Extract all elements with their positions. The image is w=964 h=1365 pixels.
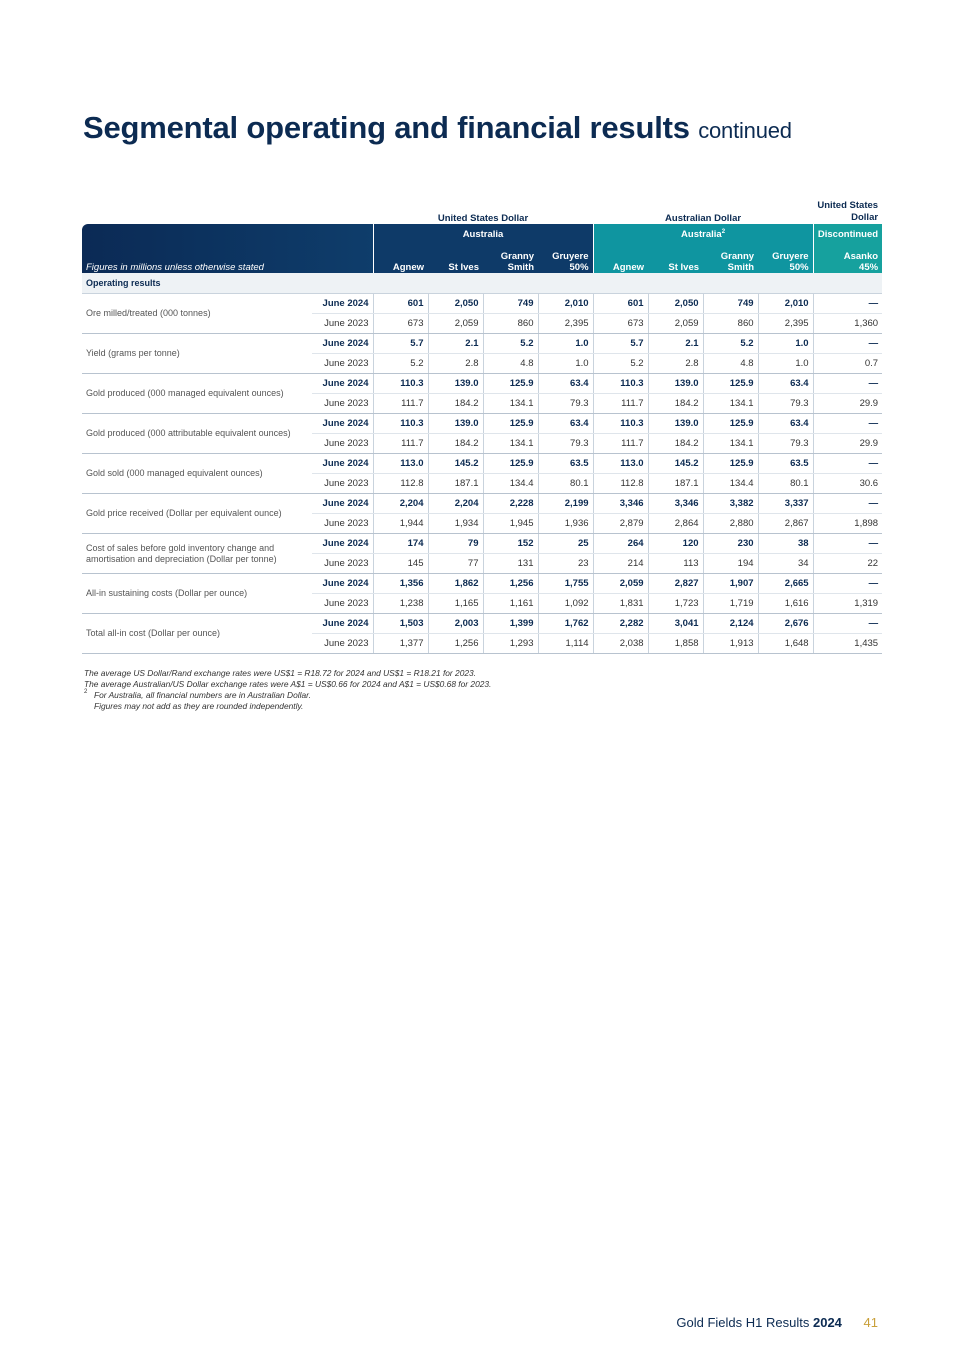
table-cell: 79.3 (538, 434, 593, 454)
table-cell: 194 (703, 554, 758, 574)
table-cell: 5.2 (483, 334, 538, 354)
table-cell: 601 (373, 294, 428, 314)
table-cell: 601 (593, 294, 648, 314)
table-cell: 2.1 (428, 334, 483, 354)
table-cell: 2,059 (648, 314, 703, 334)
table-cell: 0.7 (813, 354, 882, 374)
page-footer (676, 1315, 878, 1330)
table-cell: 1,858 (648, 634, 703, 654)
table-cell: 29.9 (813, 394, 882, 414)
table-cell: 110.3 (593, 374, 648, 394)
table-cell: 110.3 (373, 374, 428, 394)
table-row (82, 374, 882, 394)
period-label: June 2023 (312, 314, 373, 334)
table-cell: 2,879 (593, 514, 648, 534)
table-cell: — (813, 574, 882, 594)
table-cell: 2,038 (593, 634, 648, 654)
table-cell: 63.4 (758, 374, 813, 394)
table-cell: 2,059 (428, 314, 483, 334)
table-row (82, 534, 882, 554)
table-row (82, 414, 882, 434)
table-cell: 1.0 (758, 354, 813, 374)
table-cell: 5.2 (373, 354, 428, 374)
table-cell: 1,356 (373, 574, 428, 594)
period-label: June 2023 (312, 354, 373, 374)
table-cell: 120 (648, 534, 703, 554)
table-cell: 30.6 (813, 474, 882, 494)
table-cell: 1,165 (428, 594, 483, 614)
table-cell: 2,864 (648, 514, 703, 534)
table-cell: 2,010 (538, 294, 593, 314)
table-cell: 184.2 (648, 394, 703, 414)
table-cell: 5.7 (373, 334, 428, 354)
table-cell: 3,346 (593, 494, 648, 514)
table-row (82, 334, 882, 354)
table-cell: 174 (373, 534, 428, 554)
table-cell: 139.0 (648, 414, 703, 434)
table-cell: 2,003 (428, 614, 483, 634)
table-cell: 79.3 (758, 434, 813, 454)
row-label: All-in sustaining costs (Dollar per ounce) (82, 574, 312, 614)
footnotes (84, 668, 784, 712)
col-header: Gruyere 50% (538, 245, 593, 273)
table-cell: 79.3 (538, 394, 593, 414)
table-cell: 111.7 (373, 394, 428, 414)
period-label: June 2023 (312, 474, 373, 494)
table-cell: 2,867 (758, 514, 813, 534)
table-cell: — (813, 494, 882, 514)
table-cell: 1,831 (593, 594, 648, 614)
column-header-row (82, 245, 882, 273)
table-cell: 125.9 (483, 414, 538, 434)
table-cell: 2,010 (758, 294, 813, 314)
table-cell: 860 (703, 314, 758, 334)
page-title-text: Segmental operating and financial results (83, 110, 690, 145)
table-cell: 1,360 (813, 314, 882, 334)
table-cell: 1,114 (538, 634, 593, 654)
footnote-line: 2 For Australia, all financial numbers are in Australian Dollar. (84, 689, 311, 700)
table-cell: 110.3 (593, 414, 648, 434)
period-label: June 2023 (312, 514, 373, 534)
table-cell: 3,337 (758, 494, 813, 514)
results-table (82, 198, 882, 654)
period-label: June 2024 (312, 294, 373, 314)
table-cell: 2.8 (648, 354, 703, 374)
table-cell: 673 (373, 314, 428, 334)
table-cell: 111.7 (373, 434, 428, 454)
table-cell: 1,293 (483, 634, 538, 654)
row-label: Gold produced (000 managed equivalent ounces) (82, 374, 312, 414)
section-label: Operating results (82, 273, 882, 294)
row-label: Gold produced (000 attributable equivalent ounces) (82, 414, 312, 454)
table-cell: 1,161 (483, 594, 538, 614)
section-row (82, 273, 882, 294)
table-cell: 184.2 (648, 434, 703, 454)
table-cell: 77 (428, 554, 483, 574)
period-label: June 2024 (312, 494, 373, 514)
table-cell: 63.5 (758, 454, 813, 474)
table-cell: 2,282 (593, 614, 648, 634)
page-title (83, 110, 792, 146)
table-cell: 80.1 (538, 474, 593, 494)
footer-year: 2024 (812, 1315, 842, 1330)
table-cell: 125.9 (703, 374, 758, 394)
period-label: June 2024 (312, 454, 373, 474)
table-cell: — (813, 294, 882, 314)
table-cell: 112.8 (373, 474, 428, 494)
table-cell: 2,204 (428, 494, 483, 514)
table-cell: 3,382 (703, 494, 758, 514)
table-cell: 38 (758, 534, 813, 554)
table-cell: 2,199 (538, 494, 593, 514)
footer-brand: Gold Fields H1 Results (676, 1315, 810, 1330)
table-cell: — (813, 414, 882, 434)
table-row (82, 294, 882, 314)
page-number: 41 (863, 1315, 878, 1330)
table-cell: 139.0 (428, 374, 483, 394)
row-label: Cost of sales before gold inventory change and amortisation and depreciation (Dollar per tonne) (82, 534, 312, 574)
table-cell: 139.0 (648, 374, 703, 394)
table-cell: 1,762 (538, 614, 593, 634)
table-cell: 2,676 (758, 614, 813, 634)
table-cell: 34 (758, 554, 813, 574)
table-cell: 1,092 (538, 594, 593, 614)
table-cell: 2,059 (593, 574, 648, 594)
table-cell: 1,862 (428, 574, 483, 594)
table-cell: — (813, 454, 882, 474)
table-cell: — (813, 374, 882, 394)
group-australia: Australia (373, 224, 593, 245)
table-cell: 1,616 (758, 594, 813, 614)
table-cell: 134.1 (703, 434, 758, 454)
table-row (82, 574, 882, 594)
period-label: June 2024 (312, 334, 373, 354)
table-row (82, 454, 882, 474)
row-label: Gold price received (Dollar per equivalent ounce) (82, 494, 312, 534)
table-cell: 125.9 (703, 414, 758, 434)
table-cell: 1,945 (483, 514, 538, 534)
table-cell: 63.4 (538, 374, 593, 394)
table-cell: 184.2 (428, 434, 483, 454)
table-cell: 152 (483, 534, 538, 554)
table-cell: 1,648 (758, 634, 813, 654)
table-cell: 860 (483, 314, 538, 334)
col-header: St Ives (428, 245, 483, 273)
footnote-line: Figures may not add as they are rounded independently. (94, 701, 304, 711)
table-cell: 1,723 (648, 594, 703, 614)
table-cell: 145.2 (428, 454, 483, 474)
table-cell: 139.0 (428, 414, 483, 434)
table-cell: 25 (538, 534, 593, 554)
period-label: June 2024 (312, 374, 373, 394)
table-cell: 187.1 (428, 474, 483, 494)
figures-note: Figures in millions unless otherwise stated (82, 245, 373, 273)
table-cell: — (813, 534, 882, 554)
table-cell: 2,050 (648, 294, 703, 314)
table-cell: 1,503 (373, 614, 428, 634)
col-header: Agnew (593, 245, 648, 273)
period-label: June 2023 (312, 394, 373, 414)
page-title-suffix: continued (698, 118, 792, 143)
table-cell: 134.1 (483, 434, 538, 454)
table-cell: 2,827 (648, 574, 703, 594)
table-cell: 1.0 (758, 334, 813, 354)
table-cell: 2.8 (428, 354, 483, 374)
table-cell: 145.2 (648, 454, 703, 474)
row-label: Total all-in cost (Dollar per ounce) (82, 614, 312, 654)
table-cell: 2.1 (648, 334, 703, 354)
table-cell: 2,665 (758, 574, 813, 594)
table-cell: 110.3 (373, 414, 428, 434)
currency-usd-2: United States Dollar (817, 200, 879, 223)
group-australia-2: Australia$^2$ (593, 224, 813, 245)
col-header: Agnew (373, 245, 428, 273)
col-header: Asanko 45% (813, 245, 882, 273)
table-cell: 63.4 (758, 414, 813, 434)
col-header: St Ives (648, 245, 703, 273)
currency-header-row (82, 198, 882, 224)
table-cell: 63.5 (538, 454, 593, 474)
table-cell: 134.1 (483, 394, 538, 414)
table-cell: 111.7 (593, 394, 648, 414)
table-cell: 1,435 (813, 634, 882, 654)
group-header-row (82, 224, 882, 245)
table-cell: 112.8 (593, 474, 648, 494)
table-cell: 1,755 (538, 574, 593, 594)
table-cell: 23 (538, 554, 593, 574)
table-cell: 113.0 (373, 454, 428, 474)
currency-aud: Australian Dollar (665, 213, 742, 224)
table-cell: 230 (703, 534, 758, 554)
group-discontinued: Discontinued (813, 224, 882, 245)
table-cell: 1,377 (373, 634, 428, 654)
table-cell: 1,913 (703, 634, 758, 654)
table-cell: 673 (593, 314, 648, 334)
table-cell: 4.8 (483, 354, 538, 374)
table-cell: 1,238 (373, 594, 428, 614)
table-cell: 125.9 (703, 454, 758, 474)
table-cell: 1,934 (428, 514, 483, 534)
period-label: June 2024 (312, 614, 373, 634)
footnote-line: The average Australian/US Dollar exchange rates were A$1 = US$0.66 for 2024 and A$1 = US$0.68 for 2023. (84, 679, 492, 689)
table-cell: 80.1 (758, 474, 813, 494)
table-cell: 5.7 (593, 334, 648, 354)
currency-usd: United States Dollar (437, 213, 529, 224)
footnote-line: The average US Dollar/Rand exchange rates were US$1 = R18.72 for 2024 and US$1 = R18.21 for 2023. (84, 668, 477, 678)
table-cell: 1,319 (813, 594, 882, 614)
table-cell: 125.9 (483, 374, 538, 394)
table-cell: 5.2 (703, 334, 758, 354)
table-cell: 125.9 (483, 454, 538, 474)
table-cell: 1,399 (483, 614, 538, 634)
table-cell: 134.1 (703, 394, 758, 414)
table-cell: 1,944 (373, 514, 428, 534)
table-cell: 3,346 (648, 494, 703, 514)
table-cell: 1.0 (538, 334, 593, 354)
col-header: Gruyere 50% (758, 245, 813, 273)
table-cell: 1,898 (813, 514, 882, 534)
table-row (82, 494, 882, 514)
table-cell: 2,880 (703, 514, 758, 534)
table-cell: 111.7 (593, 434, 648, 454)
table-row (82, 614, 882, 634)
table-cell: 2,395 (538, 314, 593, 334)
table-cell: 79 (428, 534, 483, 554)
table-cell: 131 (483, 554, 538, 574)
table-cell: 1,907 (703, 574, 758, 594)
table-cell: 113 (648, 554, 703, 574)
table-body (82, 294, 882, 654)
table-cell: 3,041 (648, 614, 703, 634)
table-cell: 264 (593, 534, 648, 554)
col-header: Granny Smith (703, 245, 758, 273)
table-cell: — (813, 334, 882, 354)
table-cell: 1,936 (538, 514, 593, 534)
table-cell: 113.0 (593, 454, 648, 474)
table-cell: 79.3 (758, 394, 813, 414)
period-label: June 2023 (312, 554, 373, 574)
period-label: June 2024 (312, 574, 373, 594)
period-label: June 2023 (312, 594, 373, 614)
table-cell: 2,050 (428, 294, 483, 314)
table-cell: 134.4 (483, 474, 538, 494)
table-cell: 2,204 (373, 494, 428, 514)
table-cell: 134.4 (703, 474, 758, 494)
table-cell: 1,719 (703, 594, 758, 614)
period-label: June 2023 (312, 434, 373, 454)
table-cell: 1,256 (483, 574, 538, 594)
table-cell: 187.1 (648, 474, 703, 494)
table-cell: 2,395 (758, 314, 813, 334)
table-cell: 1,256 (428, 634, 483, 654)
table-cell: — (813, 614, 882, 634)
table-cell: 145 (373, 554, 428, 574)
period-label: June 2023 (312, 634, 373, 654)
table-cell: 2,228 (483, 494, 538, 514)
row-label: Ore milled/treated (000 tonnes) (82, 294, 312, 334)
table-cell: 22 (813, 554, 882, 574)
table-cell: 749 (703, 294, 758, 314)
table-cell: 4.8 (703, 354, 758, 374)
col-header: Granny Smith (483, 245, 538, 273)
row-label: Yield (grams per tonne) (82, 334, 312, 374)
table-cell: 5.2 (593, 354, 648, 374)
table-cell: 214 (593, 554, 648, 574)
period-label: June 2024 (312, 414, 373, 434)
table-cell: 749 (483, 294, 538, 314)
period-label: June 2024 (312, 534, 373, 554)
table-cell: 63.4 (538, 414, 593, 434)
row-label: Gold sold (000 managed equivalent ounces) (82, 454, 312, 494)
table-cell: 2,124 (703, 614, 758, 634)
table-cell: 1.0 (538, 354, 593, 374)
table-cell: 29.9 (813, 434, 882, 454)
table-cell: 184.2 (428, 394, 483, 414)
